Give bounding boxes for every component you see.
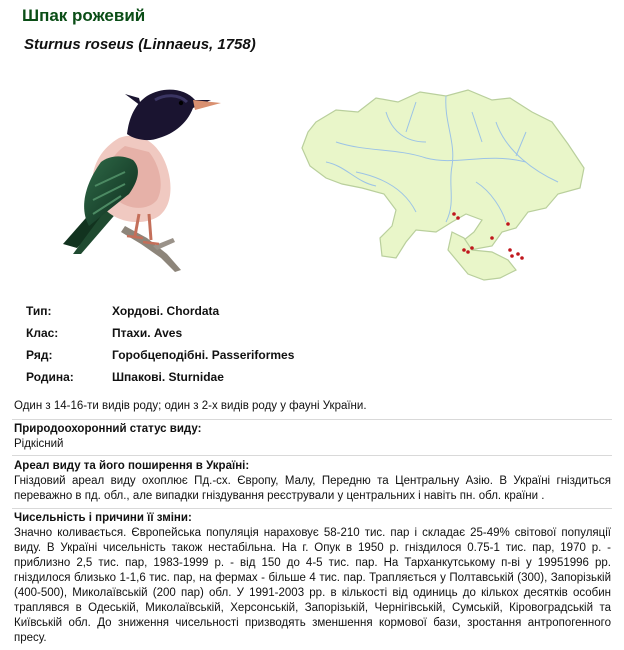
taxonomy-row xyxy=(18,304,294,326)
divider xyxy=(12,455,612,456)
taxonomy-value: Птахи. Aves xyxy=(112,326,183,340)
page-title: Шпак рожевий xyxy=(22,6,146,25)
divider xyxy=(12,508,612,509)
range-text: Гніздовий ареал виду охоплює Пд.-сх. Європу, Малу, Передню та Центральну Азію. В Україні гніздиться переважно в пд. обл., але випадки гніздування реєстрували у центральних і навіть пн. обл. країни . xyxy=(14,475,611,502)
taxonomy-row xyxy=(18,370,294,392)
range-section xyxy=(14,459,611,504)
status-heading: Природоохоронний статус виду: xyxy=(14,423,202,435)
rose-starling-illustration xyxy=(55,76,235,281)
range-heading: Ареал виду та його поширення в Україні: xyxy=(14,460,250,472)
taxonomy-value: Шпакові. Sturnidae xyxy=(112,370,224,384)
taxonomy-label: Тип: xyxy=(26,304,52,318)
latin-name: Sturnus roseus (Linnaeus, 1758) xyxy=(24,36,256,53)
numbers-section xyxy=(14,511,611,646)
taxonomy-label: Ряд: xyxy=(26,348,53,362)
status-section xyxy=(14,422,611,452)
taxonomy-row xyxy=(18,348,294,370)
genus-note: Один з 14-16-ти видів роду; один з 2-х видів роду у фауні України. xyxy=(14,400,367,412)
ukraine-distribution-map xyxy=(296,82,592,286)
taxonomy-row xyxy=(18,326,294,348)
taxonomy-value: Хордові. Chordata xyxy=(112,304,220,318)
status-text: Рідкісний xyxy=(14,438,64,450)
numbers-text: Значно коливається. Європейська популяція нараховує 58-210 тис. пар і складає 25-49% світової популяції виду. В Україні чисельність також нестабільна. На г. Опук в 1950 р. гніздилося 0.75-1 тис. пар, 1970 р. - приблизно 2,5 тис. пар, 1983-1999 р. - від 150 до 4-5 тис. пар. На Тарханкутському п-ві у 19951996 рр. гніздилося близько 1-1,6 тис. пар, на фермах - більше 4 тис. пар. Трапляється у Полтавській (300), Запорізькій (400-500), Миколаївській (200 пар) обл. У 1991-2003 рр. в кількості від одиниць до кількох десятків особин траплявся в Одеській, Миколаївській, Херсонській, Запорізькій, Чернігівській, Сумській, Кіровоградській та Київській обл. До зниження чисельності призводять зменшення кормової бази, зростання антропогенного пресу. xyxy=(14,527,611,644)
taxonomy-label: Родина: xyxy=(26,370,74,384)
taxonomy-table xyxy=(18,304,294,392)
taxonomy-label: Клас: xyxy=(26,326,59,340)
numbers-heading: Чисельність і причини її зміни: xyxy=(14,512,192,524)
taxonomy-value: Горобцеподібні. Passeriformes xyxy=(112,348,295,362)
divider xyxy=(12,419,612,420)
